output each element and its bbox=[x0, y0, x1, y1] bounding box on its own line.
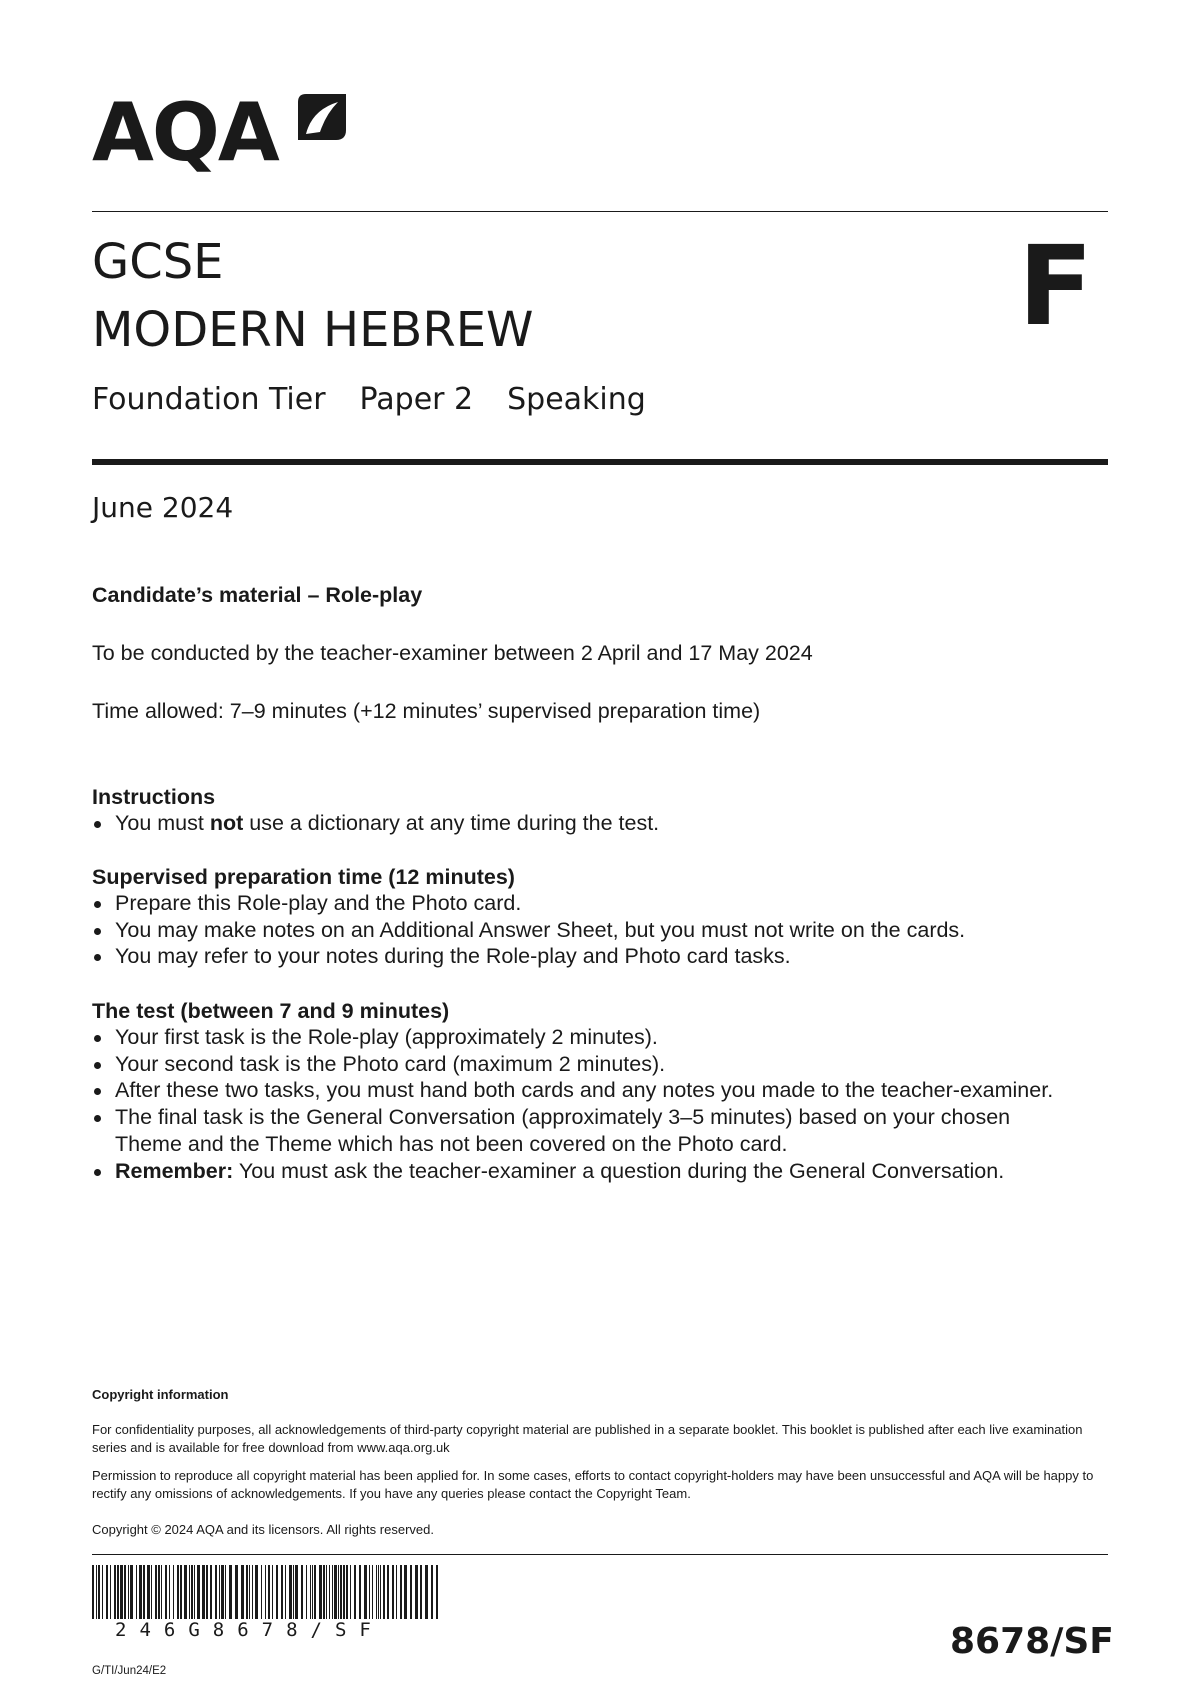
list-item: After these two tasks, you must hand both cards and any notes you made to the teacher-examiner. bbox=[92, 1077, 1102, 1104]
list-item: Prepare this Role-play and the Photo card. bbox=[92, 890, 1102, 917]
test-heading: The test (between 7 and 9 minutes) bbox=[92, 999, 450, 1023]
time-allowed-text: Time allowed: 7–9 minutes (+12 minutes’ supervised preparation time) bbox=[92, 699, 761, 723]
top-divider bbox=[92, 211, 1108, 212]
copyright-paragraph-2: Permission to reproduce all copyright material has been applied for. In some cases, efforts to contact copyright-holders may have been unsuccessful and AQA will be happy to rectify any omissions of acknowledgements. If you have any queries please contact the Copyright Team. bbox=[92, 1468, 1094, 1501]
list-item: You may refer to your notes during the Role-play and Photo card tasks. bbox=[92, 943, 1102, 970]
list-item: You may make notes on an Additional Answer Sheet, but you must not write on the cards. bbox=[92, 917, 1102, 944]
barcode bbox=[92, 1565, 442, 1619]
test-list bbox=[92, 1024, 1102, 1184]
instructions-heading: Instructions bbox=[92, 785, 216, 809]
leaf-icon bbox=[292, 90, 350, 148]
logo-text: AQA bbox=[92, 86, 278, 179]
component-label: Speaking bbox=[507, 382, 646, 417]
material-label: Candidate’s material – Role-play bbox=[92, 583, 423, 607]
document-reference: G/TI/Jun24/E2 bbox=[92, 1665, 167, 1677]
list-item: You must not use a dictionary at any time during the test. bbox=[92, 810, 1102, 837]
list-item: Your first task is the Role-play (approximately 2 minutes). bbox=[92, 1024, 1102, 1051]
qualification-title: GCSE bbox=[92, 234, 224, 290]
aqa-logo bbox=[92, 88, 352, 178]
tier-label: Foundation Tier bbox=[92, 382, 326, 417]
footer-divider bbox=[92, 1554, 1108, 1555]
thick-divider bbox=[92, 459, 1108, 465]
preparation-heading: Supervised preparation time (12 minutes) bbox=[92, 865, 515, 889]
instructions-list bbox=[92, 810, 1102, 837]
barcode-number: 246G8678/SF bbox=[115, 1619, 384, 1641]
preparation-list bbox=[92, 890, 1102, 970]
copyright-paragraph-1: For confidentiality purposes, all acknowledgements of third-party copyright material are published in a separate booklet. This booklet is published after each live examination series and is available for free download from www.aqa.org.uk bbox=[92, 1422, 1083, 1455]
list-item: Your second task is the Photo card (maximum 2 minutes). bbox=[92, 1051, 1102, 1078]
conducted-text: To be conducted by the teacher-examiner between 2 April and 17 May 2024 bbox=[92, 641, 813, 665]
paper-label: Paper 2 bbox=[359, 382, 474, 417]
list-item: The final task is the General Conversation (approximately 3–5 minutes) based on your chosen Theme and the Theme which has not been covered on the Photo card. bbox=[92, 1104, 1075, 1157]
copyright-paragraph-3: Copyright © 2024 AQA and its licensors. All rights reserved. bbox=[92, 1522, 434, 1537]
subject-title: MODERN HEBREW bbox=[92, 302, 534, 358]
copyright-heading: Copyright information bbox=[92, 1387, 229, 1402]
list-item: Remember: You must ask the teacher-examiner a question during the General Conversation. bbox=[92, 1158, 1102, 1185]
paper-code: 8678/SF bbox=[950, 1621, 1114, 1662]
paper-subtitle bbox=[92, 380, 646, 420]
tier-letter: F bbox=[1018, 222, 1094, 350]
exam-date: June 2024 bbox=[92, 491, 234, 524]
